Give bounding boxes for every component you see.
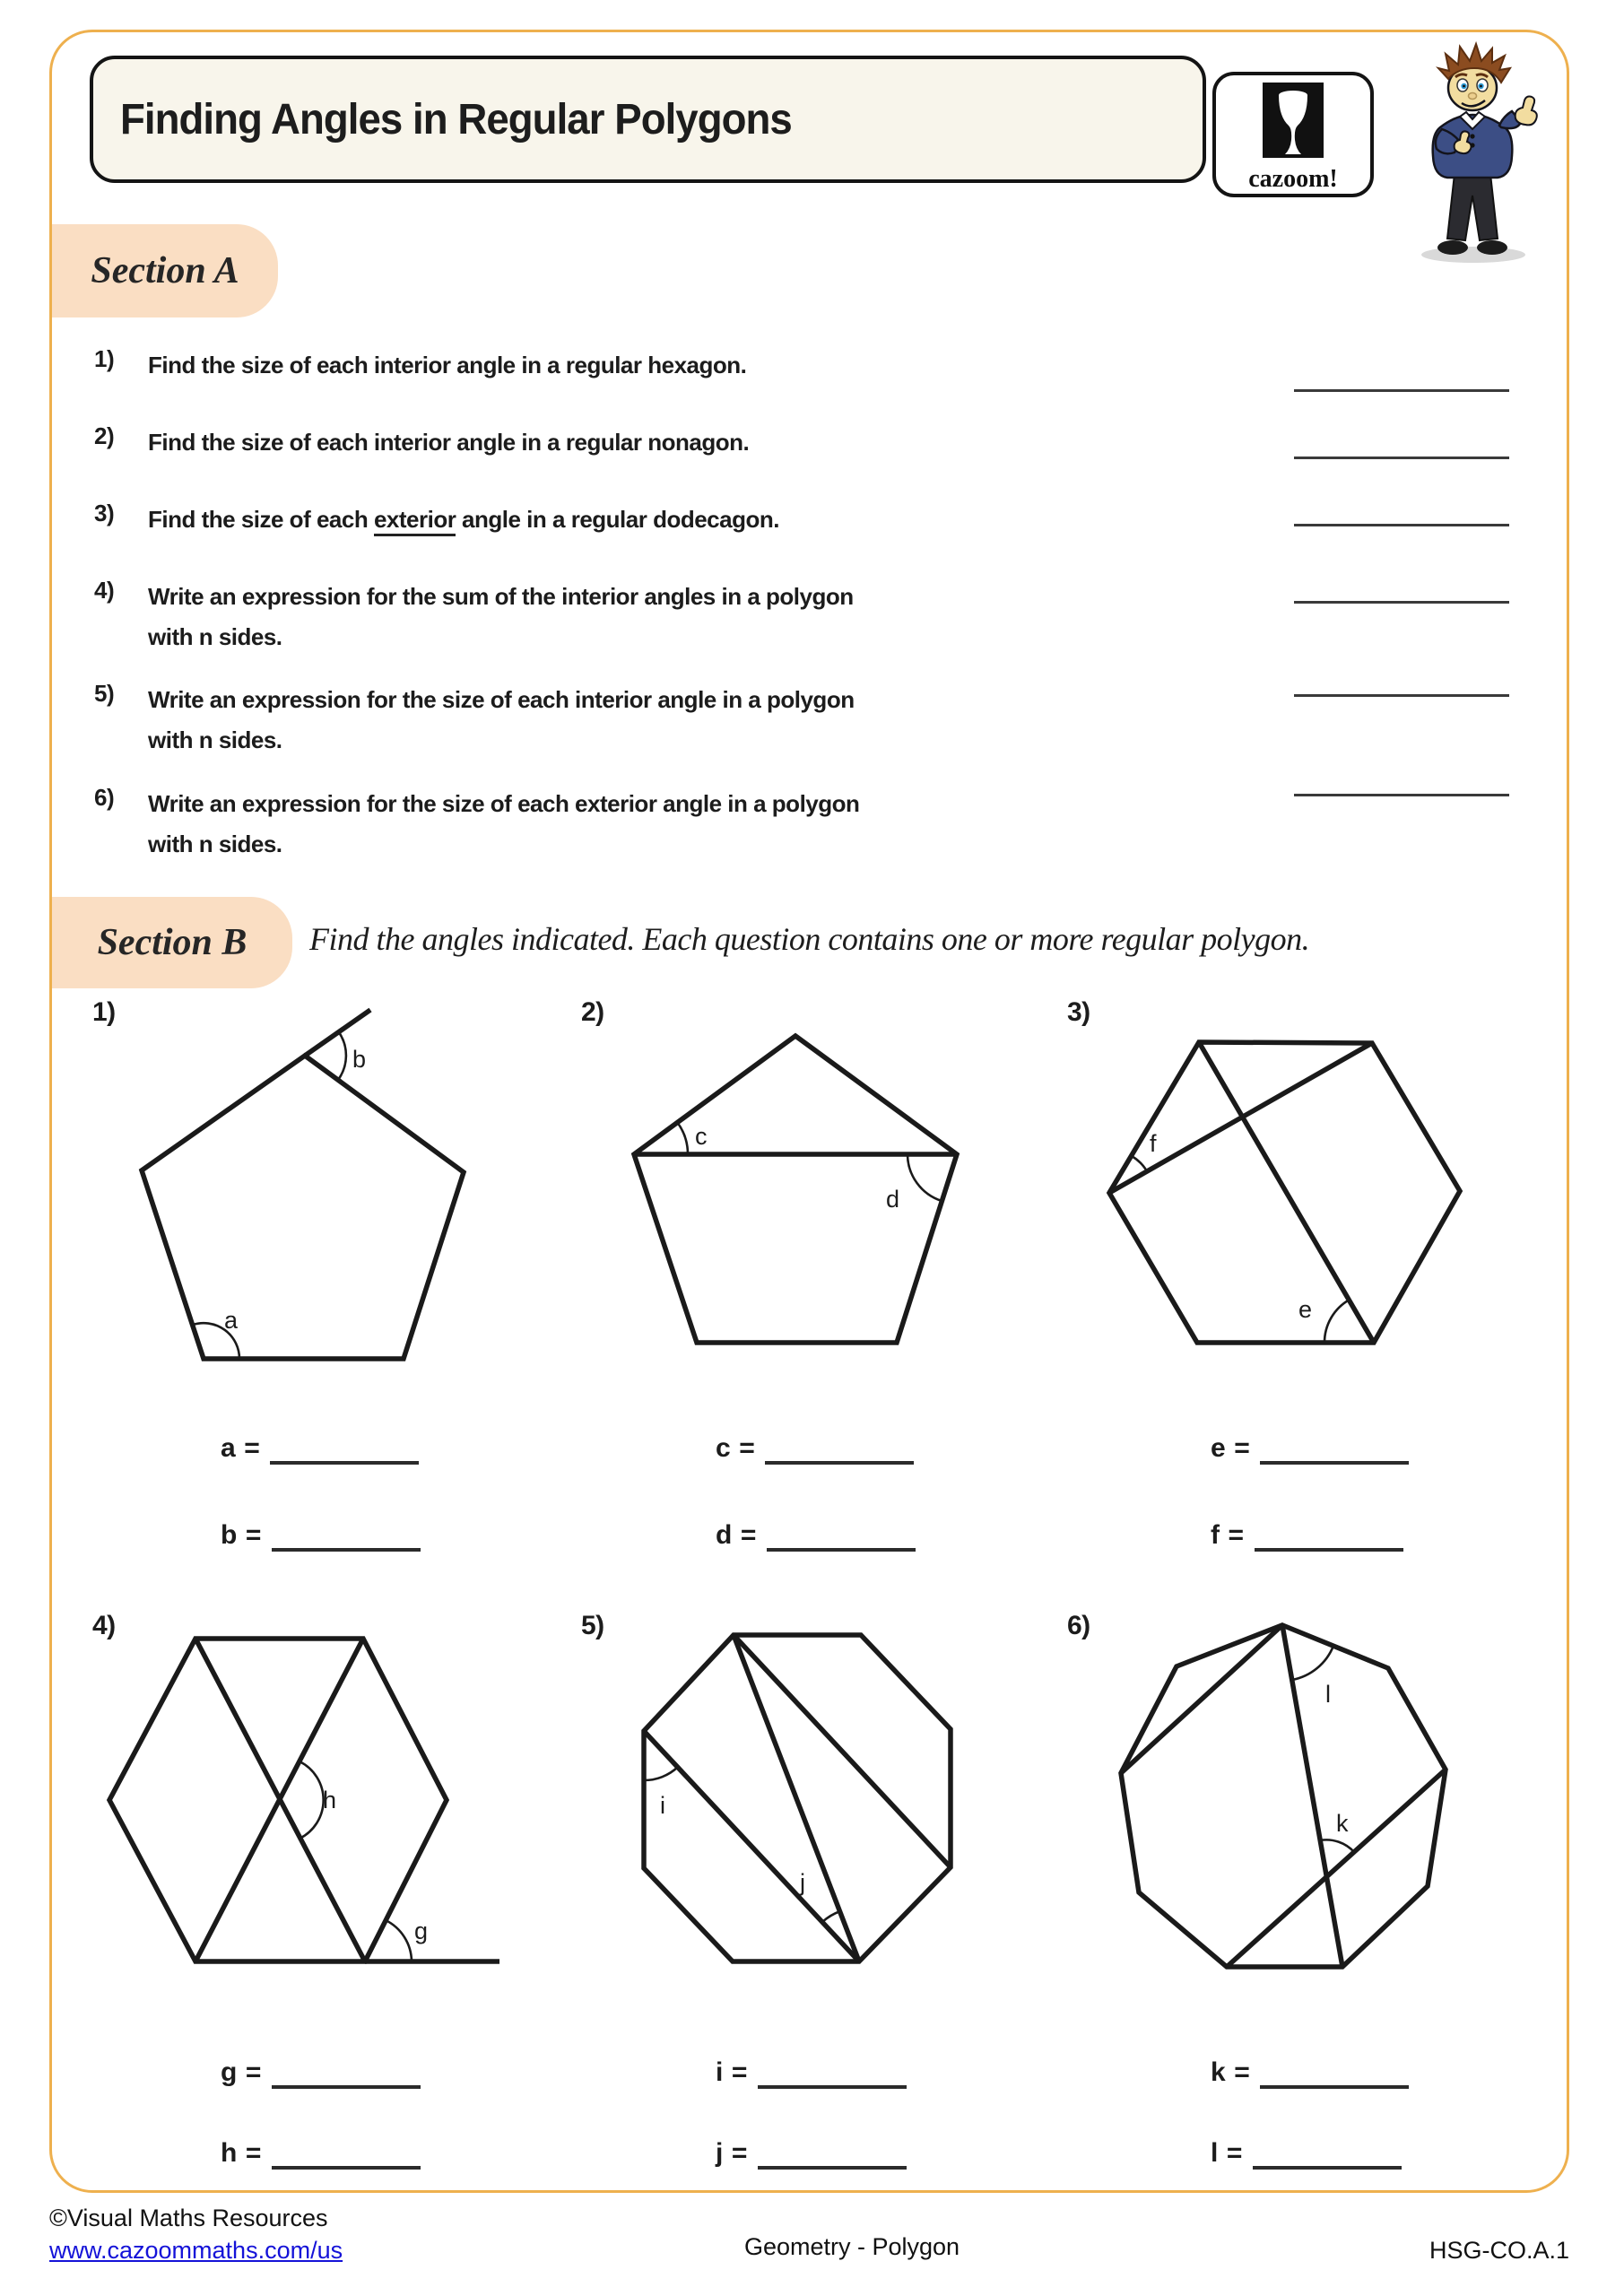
angle-label-k: l [1325, 1681, 1331, 1708]
answer-letter: l [1211, 2138, 1218, 2168]
mascot-button [1470, 134, 1474, 138]
angle-label-h: h [323, 1787, 337, 1813]
diagram-question-number-4: 4) [92, 1611, 116, 1640]
question-text-part: Write an expression for the size of each interior angle in a polygon [148, 686, 855, 713]
answer-letter: d [716, 1520, 732, 1550]
footer-link[interactable]: www.cazoommaths.com/us [49, 2237, 343, 2264]
angle-arc-h [300, 1761, 324, 1839]
question-text [148, 784, 1027, 865]
angle-label-g: g [414, 1918, 429, 1944]
angle-arc-e [1324, 1300, 1350, 1343]
question-text-part: Write an expression for the sum of the interior angles in a polygon [148, 583, 854, 610]
equals-sign: = [1234, 1433, 1250, 1463]
angle-arc-b [338, 1032, 346, 1080]
angle-label-i: i [660, 1792, 665, 1819]
answer-field-i [716, 2057, 907, 2089]
section-a-label-text: Section A [91, 250, 239, 291]
angle-label-a: a [224, 1307, 239, 1334]
answer-field-l [1211, 2138, 1402, 2170]
answer-blank-q5[interactable] [1294, 694, 1509, 697]
answer-blank-b[interactable] [272, 1532, 421, 1552]
diagram-question-number-3: 3) [1067, 997, 1090, 1027]
equals-sign: = [1226, 2138, 1242, 2168]
equals-sign: = [245, 2138, 261, 2168]
answer-blank-a[interactable] [270, 1445, 419, 1465]
pentagon-outline [634, 1036, 957, 1343]
answer-letter: j [716, 2138, 723, 2168]
angle-arc-i [644, 1767, 678, 1780]
answer-letter: b [221, 1520, 237, 1550]
answer-letter: a [221, 1433, 236, 1463]
footer-standard-code: HSG-CO.A.1 [1429, 2237, 1569, 2264]
pentagon-outline [142, 1056, 464, 1359]
diagonal-line [1109, 1043, 1372, 1193]
answer-blank-f[interactable] [1255, 1532, 1403, 1552]
diagram-1-pentagon [72, 987, 574, 1399]
mascot-thumb-up-hand [1515, 97, 1537, 126]
angle-arc-j [822, 1911, 840, 1922]
question-text [148, 345, 1027, 386]
angle-label-j: j [800, 1869, 805, 1896]
question-text-line2: with n sides. [148, 623, 282, 650]
answer-field-d [716, 1520, 916, 1552]
answer-field-f [1211, 1520, 1403, 1552]
mascot-illustration [1381, 41, 1574, 267]
diagram-question-number-2: 2) [581, 997, 604, 1027]
question-text-line2: with n sides. [148, 726, 282, 753]
answer-field-j [716, 2138, 907, 2170]
answer-blank-q2[interactable] [1294, 457, 1509, 459]
answer-field-g [221, 2057, 421, 2089]
answer-blank-g[interactable] [272, 2069, 421, 2089]
logo-text: cazoom! [1248, 165, 1338, 193]
section-b-instruction: Find the angles indicated. Each question contains one or more regular polygon. [309, 921, 1310, 957]
answer-blank-k[interactable] [1260, 2069, 1409, 2089]
title-box [90, 56, 1206, 183]
section-b-label-text: Section B [97, 922, 248, 963]
equals-sign: = [1228, 1520, 1244, 1550]
question-text-part: Find the size of each [148, 506, 374, 533]
question-text-part: Find the size of each interior angle in a regular hexagon. [148, 352, 747, 378]
mascot-button [1470, 143, 1474, 147]
answer-letter: h [221, 2138, 237, 2168]
answer-field-a [221, 1433, 419, 1465]
diagram-6-nonagon-diagonals [1040, 1614, 1542, 2027]
angle-arc-f [1132, 1156, 1147, 1171]
equals-sign: = [731, 2057, 747, 2087]
section-b-label [52, 897, 292, 988]
answer-field-e [1211, 1433, 1409, 1465]
diagram-4-hexagon-crossed [72, 1614, 592, 2027]
answer-field-c [716, 1433, 914, 1465]
answer-blank-q6[interactable] [1294, 794, 1509, 796]
answer-field-h [221, 2138, 421, 2170]
diagram-5-octagon-diagonals [556, 1614, 1058, 2027]
mascot-nose [1469, 93, 1477, 100]
question-text-part: Find the size of each interior angle in a regular nonagon. [148, 429, 750, 456]
answer-blank-q3[interactable] [1294, 524, 1509, 526]
answer-letter: c [716, 1433, 731, 1463]
question-text-part: angle in a regular dodecagon. [456, 506, 779, 533]
mascot-pupil [1480, 85, 1482, 88]
question-number: 3) [94, 500, 115, 526]
question-text-part: Write an expression for the size of each exterior angle in a polygon [148, 790, 860, 817]
angle-label-d: d [886, 1186, 900, 1213]
angle-label-f: f [1150, 1130, 1157, 1157]
angle-arc-d [908, 1154, 942, 1201]
equals-sign: = [731, 2138, 747, 2168]
answer-letter: k [1211, 2057, 1226, 2087]
angle-arc-g [386, 1920, 412, 1961]
answer-field-k [1211, 2057, 1409, 2089]
answer-blank-i[interactable] [758, 2069, 907, 2089]
question-number: 5) [94, 680, 115, 707]
diagram-2-pentagon-chord [556, 987, 1058, 1399]
answer-blank-j[interactable] [758, 2150, 907, 2170]
question-text-underlined: exterior [374, 506, 456, 536]
answer-blank-e[interactable] [1260, 1445, 1409, 1465]
question-text [148, 577, 1027, 657]
question-number: 4) [94, 577, 115, 604]
answer-blank-q4[interactable] [1294, 601, 1509, 604]
section-a-label [52, 224, 278, 317]
question-text [148, 500, 1027, 540]
page-title: Finding Angles in Regular Polygons [120, 95, 792, 144]
question-text-line2: with n sides. [148, 831, 282, 857]
equals-sign: = [244, 1433, 260, 1463]
diagonal-line [1121, 1625, 1282, 1773]
answer-blank-l[interactable] [1253, 2150, 1402, 2170]
angle-label-c: c [695, 1123, 708, 1150]
diagonal-line [1282, 1625, 1342, 1967]
answer-letter: i [716, 2057, 723, 2087]
equals-sign: = [739, 1433, 755, 1463]
angle-arc-k [1292, 1646, 1333, 1680]
question-number: 2) [94, 422, 115, 449]
angle-label-e: e [1298, 1296, 1313, 1323]
answer-blank-c[interactable] [765, 1445, 914, 1465]
diagonal-line [644, 1731, 859, 1961]
equals-sign: = [1234, 2057, 1250, 2087]
answer-blank-h[interactable] [272, 2150, 421, 2170]
diagonal-line [1199, 1042, 1374, 1343]
equals-sign: = [740, 1520, 756, 1550]
angle-label-b: b [352, 1046, 367, 1073]
answer-field-b [221, 1520, 421, 1552]
mascot-shadow [1421, 247, 1525, 263]
footer-copyright: ©Visual Maths Resources [49, 2205, 328, 2231]
mascot-pants [1447, 174, 1498, 240]
equals-sign: = [245, 2057, 261, 2087]
question-text [148, 422, 1027, 463]
angle-arc-l [1320, 1839, 1354, 1852]
mascot-shoe [1477, 240, 1507, 255]
answer-letter: g [221, 2057, 237, 2087]
question-number: 6) [94, 784, 115, 811]
cazoom-logo [1212, 72, 1374, 197]
answer-blank-q1[interactable] [1294, 389, 1509, 392]
diagram-3-hexagon-diagonals [1040, 987, 1542, 1399]
cazoom-logo-art [1216, 75, 1370, 194]
angle-arc-c [677, 1122, 688, 1154]
mascot-pupil [1463, 85, 1465, 88]
question-text [148, 680, 1027, 761]
footer-subject: Geometry - Polygon [743, 2233, 960, 2260]
diagonal-line [734, 1635, 951, 1867]
answer-blank-d[interactable] [767, 1532, 916, 1552]
diagram-question-number-5: 5) [581, 1611, 604, 1640]
mascot-shoe [1437, 240, 1468, 255]
diagram-question-number-6: 6) [1067, 1611, 1090, 1640]
equals-sign: = [245, 1520, 261, 1550]
diagonal-line [734, 1635, 859, 1961]
answer-letter: f [1211, 1520, 1220, 1550]
angle-label-l: k [1336, 1810, 1349, 1837]
diagram-question-number-1: 1) [92, 997, 116, 1027]
answer-letter: e [1211, 1433, 1226, 1463]
question-number: 1) [94, 345, 115, 372]
